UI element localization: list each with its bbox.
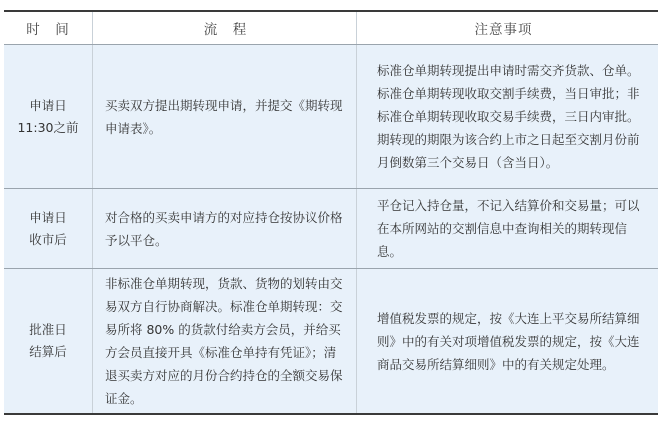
process-text: 对合格的买卖申请方的对应持仓按协议价格予以平仓。 <box>105 209 343 248</box>
notes-text: 平仓记入持仓量，不记入结算价和交易量；可以在本所网站的交割信息中查询相关的期转现信息。 <box>377 198 640 259</box>
process-text: 非标准仓单期转现，货款、货物的划转由交易双方自行协商解决。标准仓单期转现：交易所将 80% 的货款付给卖方会员，并给买方会员直接开具《标准仓单持有凭证》；清退买卖方对应的月份合约持仓的全额交易保证金。 <box>105 276 343 406</box>
notes-cell <box>356 269 658 413</box>
time-text: 申请日 收市后 <box>29 209 67 247</box>
process-cell <box>92 45 356 188</box>
notes-text: 增值税发票的规定，按《大连上平交易所结算细则》中的有关对项增值税发票的规定，按《大连商品交易所结算细则》中的有关规定处理。 <box>377 310 640 372</box>
table-row <box>4 44 658 188</box>
table-row <box>4 188 658 268</box>
notes-cell <box>356 189 658 268</box>
process-cell <box>92 189 356 268</box>
header-process: 流 程 <box>92 12 356 44</box>
time-text: 批准日 结算后 <box>29 322 67 359</box>
process-cell <box>92 269 356 413</box>
time-text: 申请日 11:30之前 <box>17 97 79 135</box>
table-header-row <box>4 12 658 44</box>
header-notes: 注意事项 <box>356 12 658 44</box>
notes-text: 标准仓单期转现提出申请时需交齐货款、仓单。标准仓单期转现收取交割手续费，当日审批；非标准仓单期转现收取交易手续费，三日内审批。期转现的期限为该合约上市之日起至交割月份前月倒数第三个交易日（含当日）。 <box>377 63 640 170</box>
procedure-table <box>4 10 658 415</box>
time-cell <box>4 269 92 413</box>
time-cell <box>4 189 92 268</box>
table-row <box>4 268 658 413</box>
notes-cell <box>356 45 658 188</box>
header-time: 时 间 <box>26 22 70 38</box>
time-cell <box>4 45 92 188</box>
process-text: 买卖双方提出期转现申请，并提交《期转现申请表》。 <box>105 97 343 136</box>
